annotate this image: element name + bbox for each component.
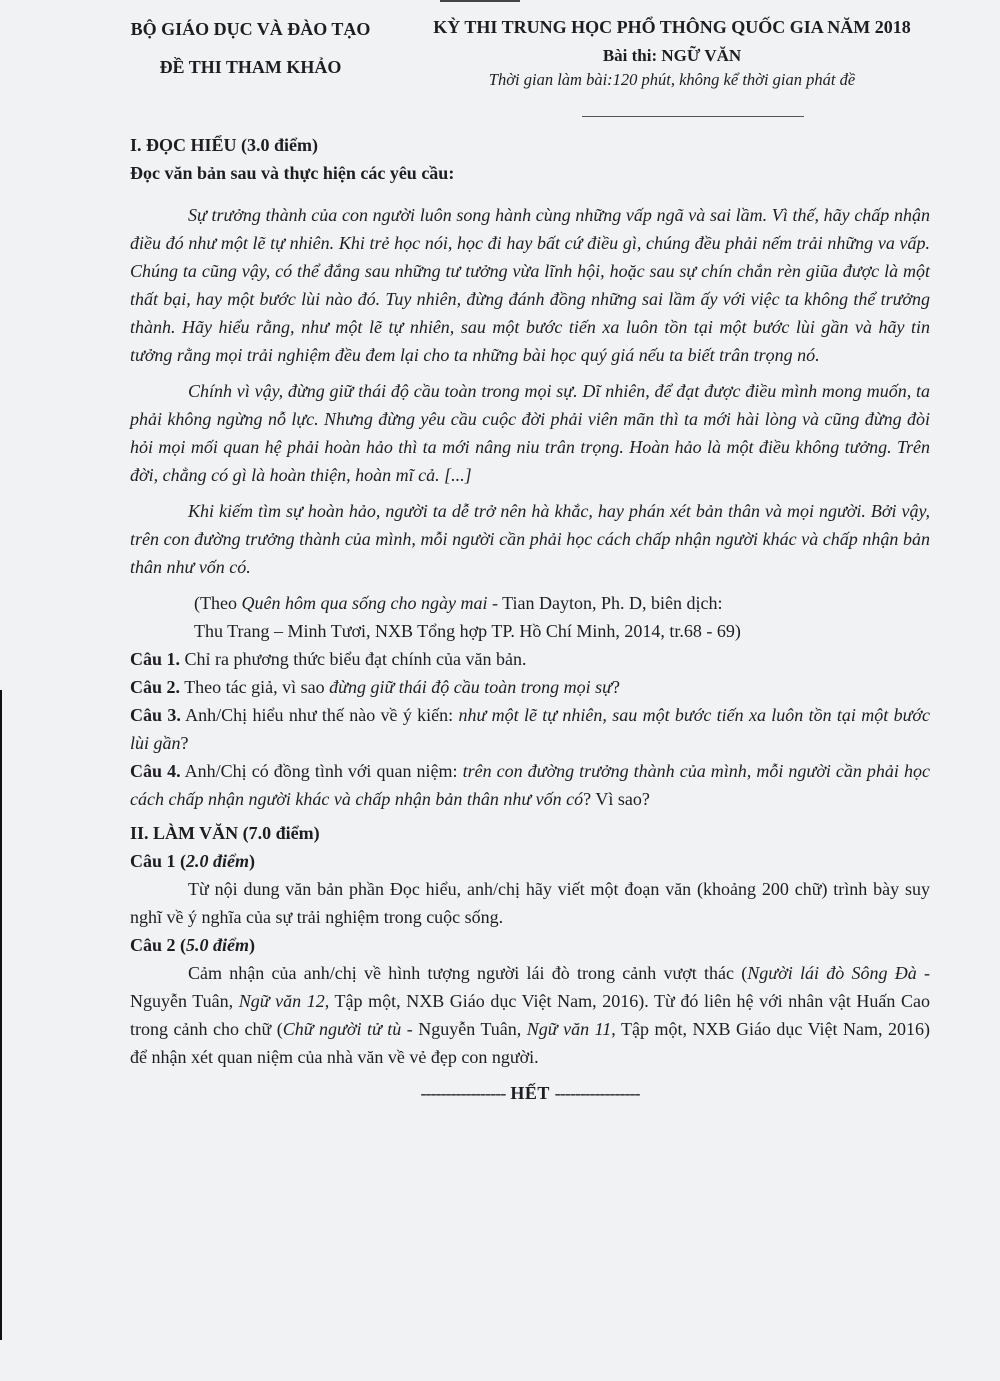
source-prefix: (Theo bbox=[194, 593, 242, 613]
question-end: ? Vì sao? bbox=[583, 789, 650, 809]
question-label: Câu 2. bbox=[130, 677, 181, 697]
q2-text-part: Cảm nhận của anh/chị về hình tượng người lái đò trong cảnh vượt thác ( bbox=[188, 963, 748, 983]
question-text: Anh/Chị hiểu như thế nào về ý kiến: bbox=[180, 705, 459, 725]
source-rest: - Tian Dayton, Ph. D, biên dịch: bbox=[487, 593, 723, 613]
end-dashes-right: ----------------- bbox=[554, 1083, 640, 1103]
question-3 bbox=[130, 701, 930, 757]
question-end: ? bbox=[611, 677, 620, 697]
section2-q2-heading bbox=[130, 931, 930, 959]
exam-subject: Bài thi: NGỮ VĂN bbox=[602, 46, 742, 65]
question-text: Theo tác giả, vì sao bbox=[180, 677, 330, 697]
end-label: HẾT bbox=[505, 1083, 555, 1103]
section2-q1-heading bbox=[130, 847, 930, 875]
end-marker bbox=[130, 1079, 930, 1107]
q2-work-title: Người lái đò Sông Đà bbox=[747, 963, 917, 983]
section2-q1-text: Từ nội dung văn bản phần Đọc hiểu, anh/chị hãy viết một đoạn văn (khoảng 200 chữ) trình bày suy nghĩ về ý nghĩa của sự trải nghiệm trong cuộc sống. bbox=[130, 879, 930, 927]
question-4 bbox=[130, 757, 930, 813]
exam-time: Thời gian làm bài:120 phút, không kể thời gian phát đề bbox=[488, 70, 856, 89]
q1-points: 2.0 điểm bbox=[186, 851, 250, 871]
source-title: Quên hôm qua sống cho ngày mai bbox=[241, 593, 488, 613]
question-quote: như một lẽ tự nhiên, sau một bước tiến xa luôn tồn tại một bước lùi gần bbox=[130, 705, 930, 753]
q2-text-part: , Tập một, NXB Giáo dục Việt Nam, 2016) để nhận xét quan niệm của nhà văn về vẻ đẹp con người. bbox=[130, 1019, 930, 1067]
ministry-name: BỘ GIÁO DỤC VÀ ĐÀO TẠO bbox=[130, 19, 371, 39]
q1-close: ) bbox=[249, 851, 256, 871]
question-label: Câu 1. bbox=[130, 649, 181, 669]
question-text: Anh/Chị có đồng tình với quan niệm: bbox=[180, 761, 463, 781]
passage-paragraph-3: Khi kiếm tìm sự hoàn hảo, người ta dễ trở nên hà khắc, hay phán xét bản thân và mọi người. Bởi vậy, trên con đường trưởng thành của mình, mỗi người cần phải học cách chấp nhận người khác và chấp nhận bản thân như vốn có. bbox=[130, 501, 930, 577]
q2-work-title: Chữ người tử tù bbox=[282, 1019, 402, 1039]
question-text: Chỉ ra phương thức biểu đạt chính của văn bản. bbox=[180, 649, 527, 669]
source-line-1 bbox=[194, 589, 930, 617]
q2-text-part: - Nguyễn Tuân, bbox=[130, 963, 930, 1011]
question-quote: đừng giữ thái độ cầu toàn trong mọi sự bbox=[329, 677, 612, 697]
question-end: ? bbox=[180, 733, 189, 753]
exam-name: KỲ THI TRUNG HỌC PHỔ THÔNG QUỐC GIA NĂM 2018 bbox=[433, 17, 911, 37]
header-divider bbox=[582, 116, 804, 117]
section2-q2-text bbox=[130, 959, 930, 1071]
q2-book-title: Ngữ văn 11 bbox=[526, 1019, 612, 1039]
exam-type: ĐỀ THI THAM KHẢO bbox=[159, 57, 342, 77]
q2-close: ) bbox=[249, 935, 256, 955]
question-2 bbox=[130, 673, 930, 701]
question-quote: trên con đường trưởng thành của mình, mỗi người cần phải học cách chấp nhận người khác và chấp nhận bản thân như vốn có bbox=[130, 761, 930, 809]
q2-label: Câu 2 ( bbox=[130, 935, 187, 955]
header-left bbox=[108, 16, 393, 80]
q2-text-part: , Tập một, NXB Giáo dục Việt Nam, 2016). Từ đó liên hệ với nhân vật Huấn Cao trong cảnh cho chữ ( bbox=[130, 991, 931, 1039]
passage-paragraph-1: Sự trưởng thành của con người luôn song hành cùng những vấp ngã và sai lầm. Vì thế, hãy chấp nhận điều đó như một lẽ tự nhiên. Khi trẻ học nói, học đi hay bất cứ điều gì, chúng đều phải nếm trải những va vấp. Chúng ta cũng vậy, có thể đắng sau những tư tưởng vừa lĩnh hội, hoặc sau sự chín chắn rèn giũa được là một thất bại, hay một bước lùi nào đó. Tuy nhiên, đừng đánh đồng những sai lầm ấy với việc ta không thể trưởng thành. Hãy hiểu rằng, như một lẽ tự nhiên, sau một bước tiến xa luôn tồn tại một bước lùi gần và hãy tin tưởng rằng mọi trải nghiệm đều đem lại cho ta những bài học quý giá nếu ta biết trân trọng nó. bbox=[130, 205, 930, 365]
exam-content bbox=[130, 131, 930, 1107]
q2-text-part: - Nguyễn Tuân, bbox=[401, 1019, 527, 1039]
question-1 bbox=[130, 645, 930, 673]
source-citation bbox=[194, 589, 930, 645]
section1-instruction: Đọc văn bản sau và thực hiện các yêu cầu: bbox=[130, 163, 455, 183]
q2-points: 5.0 điểm bbox=[186, 935, 250, 955]
q2-book-title: Ngữ văn 12 bbox=[238, 991, 325, 1011]
question-label: Câu 3. bbox=[130, 705, 181, 725]
question-label: Câu 4. bbox=[130, 761, 181, 781]
q1-label: Câu 1 ( bbox=[130, 851, 187, 871]
end-dashes-left: ----------------- bbox=[420, 1083, 506, 1103]
passage-paragraph-2: Chính vì vậy, đừng giữ thái độ cầu toàn trong mọi sự. Dĩ nhiên, để đạt được điều mình mong muốn, ta phải không ngừng nỗ lực. Nhưng đừng yêu cầu cuộc đời phải viên mãn thì ta mới hài lòng và cũng đừng đòi hỏi mọi mối quan hệ phải hoàn hảo thì ta mới nâng niu trân trọng. Hoàn hảo là một điều không tưởng. Trên đời, chẳng có gì là hoàn thiện, hoàn mĩ cả. [...] bbox=[130, 381, 930, 485]
section1-heading: I. ĐỌC HIỂU (3.0 điểm) bbox=[130, 135, 318, 155]
header-right bbox=[392, 14, 952, 92]
section2-heading: II. LÀM VĂN (7.0 điểm) bbox=[130, 823, 320, 843]
source-line-2: Thu Trang – Minh Tươi, NXB Tổng hợp TP. Hồ Chí Minh, 2014, tr.68 - 69) bbox=[194, 621, 741, 641]
